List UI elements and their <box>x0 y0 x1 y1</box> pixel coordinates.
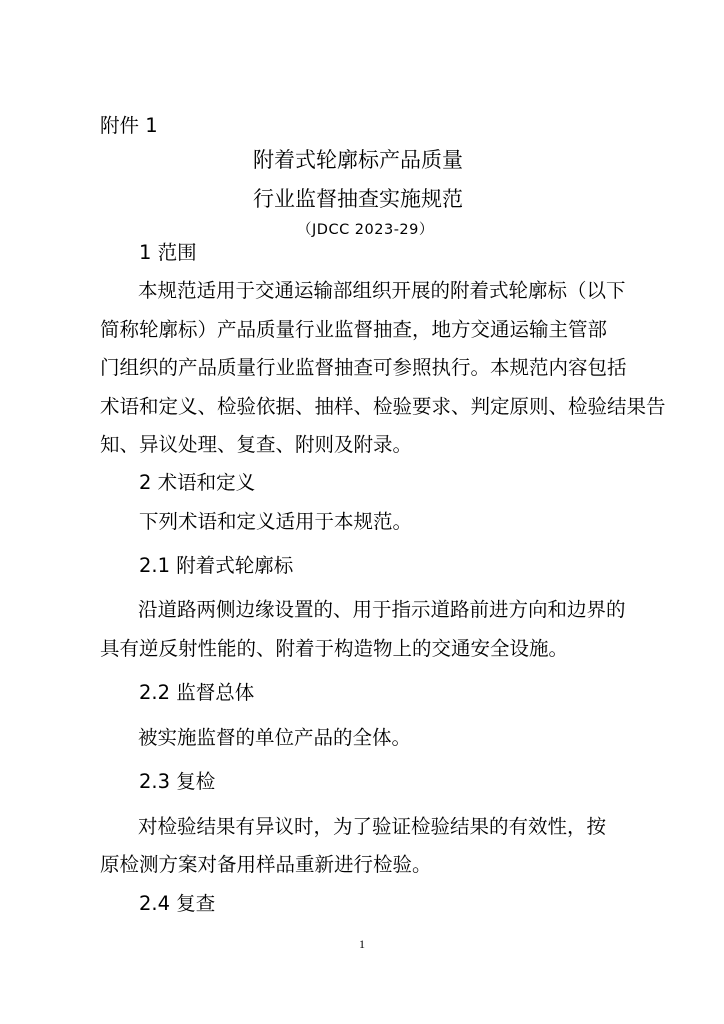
section-2-2-paragraph: 被实施监督的单位产品的全体。 <box>138 726 412 749</box>
section-2-2-heading: 2.2 监督总体 <box>139 681 255 704</box>
section-1-paragraph-line: 本规范适用于交通运输部组织开展的附着式轮廓标（以下 <box>138 279 626 302</box>
section-2-intro: 下列术语和定义适用于本规范。 <box>139 510 413 533</box>
section-2-heading: 2 术语和定义 <box>139 471 256 494</box>
section-2-1-heading: 2.1 附着式轮廓标 <box>139 554 294 577</box>
section-1-paragraph-line: 简称轮廓标）产品质量行业监督抽查，地方交通运输主管部 <box>100 318 608 341</box>
document-title-line-2: 行业监督抽查实施规范 <box>253 187 463 211</box>
section-2-1-paragraph-line: 具有逆反射性能的、附着于构造物上的交通安全设施。 <box>100 637 569 660</box>
section-1-paragraph-line: 术语和定义、检验依据、抽样、检验要求、判定原则、检验结果告 <box>100 395 666 418</box>
section-2-3-paragraph-line: 对检验结果有异议时，为了验证检验结果的有效性，按 <box>138 815 607 838</box>
section-1-paragraph-line: 知、异议处理、复查、附则及附录。 <box>100 433 413 456</box>
section-2-1-paragraph-line: 沿道路两侧边缘设置的、用于指示道路前进方向和边界的 <box>138 598 626 621</box>
document-title-line-1: 附着式轮廓标产品质量 <box>253 148 463 172</box>
page-number: 1 <box>359 937 365 951</box>
section-2-3-paragraph-line: 原检测方案对备用样品重新进行检验。 <box>100 853 432 876</box>
section-2-4-heading: 2.4 复查 <box>139 892 216 915</box>
document-code: （JDCC 2023-29） <box>297 222 434 238</box>
section-2-3-heading: 2.3 复检 <box>139 770 216 793</box>
section-1-heading: 1 范围 <box>139 241 197 264</box>
attachment-label: 附件 1 <box>100 114 158 137</box>
section-1-paragraph-line: 门组织的产品质量行业监督抽查可参照执行。本规范内容包括 <box>100 356 627 379</box>
